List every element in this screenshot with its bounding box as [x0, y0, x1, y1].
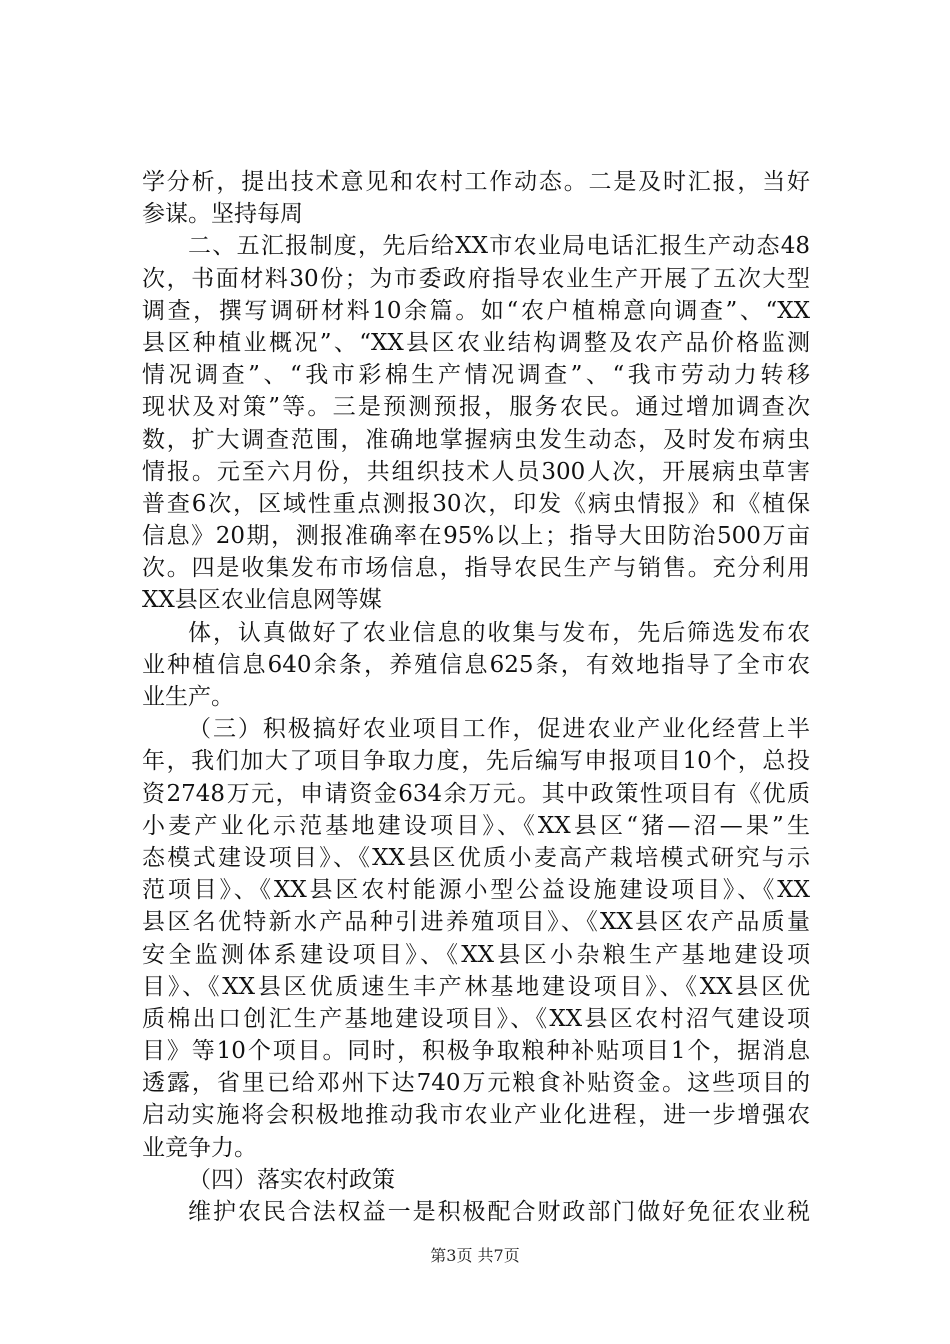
text-line: 启动实施将会积极地推动我市农业产业化进程，进一步增强农: [142, 1102, 810, 1129]
text-line: XX县区农业信息网等媒: [142, 587, 382, 614]
text-line: （四）落实农村政策: [188, 1166, 395, 1193]
text-line: 情况调查”、“我市彩棉生产情况调查”、“我市劳动力转移: [142, 362, 810, 389]
page-footer: 第3页 共7页: [430, 1246, 520, 1265]
text-line: 二、五汇报制度，先后给XX市农业局电话汇报生产动态48: [188, 233, 810, 260]
text-line: 县区名优特新水产品种引进养殖项目》、《XX县区农产品质量: [142, 909, 810, 936]
text-line: 调查，撰写调研材料10余篇。如“农户植棉意向调查”、“XX: [142, 297, 810, 324]
text-line: 业竞争力。: [142, 1134, 257, 1161]
text-line: 小麦产业化示范基地建设项目》、《XX县区“猪—沼—果”生: [142, 812, 810, 839]
text-line: 态模式建设项目》、《XX县区优质小麦高产栽培模式研究与示: [142, 844, 810, 871]
text-line: 学分析，提出技术意见和农村工作动态。二是及时汇报，当好: [142, 169, 810, 195]
text-line: 业种植信息640余条，养殖信息625条，有效地指导了全市农: [142, 651, 810, 678]
text-line: 次，书面材料30份；为市委政府指导农业生产开展了五次大型: [142, 265, 810, 292]
text-line: 体，认真做好了农业信息的收集与发布，先后筛选发布农: [188, 619, 810, 646]
text-line: 普查6次，区域性重点测报30次，印发《病虫情报》和《植保: [142, 490, 810, 517]
text-line: 透露，省里已给邓州下达740万元粮食补贴资金。这些项目的: [142, 1070, 810, 1097]
text-line: 数，扩大调查范围，准确地掌握病虫发生动态，及时发布病虫: [142, 426, 810, 453]
text-line: 安全监测体系建设项目》、《XX县区小杂粮生产基地建设项: [142, 941, 810, 968]
text-line: 业生产。: [142, 684, 234, 710]
text-line: 现状及对策”等。三是预测预报，服务农民。通过增加调查次: [142, 394, 810, 421]
text-line: 目》等10个项目。同时，积极争取粮种补贴项目1个，据消息: [142, 1038, 810, 1065]
text-line: 情报。元至六月份，共组织技术人员300人次，开展病虫草害: [142, 458, 810, 485]
text-line: （三）积极搞好农业项目工作，促进农业产业化经营上半: [188, 716, 810, 743]
text-line: 范项目》、《XX县区农村能源小型公益设施建设项目》、《XX: [142, 877, 810, 904]
text-line: 维护农民合法权益一是积极配合财政部门做好免征农业税: [188, 1199, 810, 1225]
text-line: 信息》20期，测报准确率在95%以上；指导大田防治500万亩: [142, 523, 810, 550]
text-line: 资2748万元，申请资金634余万元。其中政策性项目有《优质: [142, 780, 810, 807]
body-text: [142, 166, 810, 1228]
text-line: 次。四是收集发布市场信息，指导农民生产与销售。充分利用: [142, 555, 810, 582]
text-line: 县区种植业概况”、“XX县区农业结构调整及农产品价格监测: [142, 329, 810, 356]
text-line: 年，我们加大了项目争取力度，先后编写申报项目10个，总投: [142, 748, 810, 775]
text-line: 质棉出口创汇生产基地建设项目》、《XX县区农村沼气建设项: [142, 1005, 810, 1032]
text-line: 目》、《XX县区优质速生丰产林基地建设项目》、《XX县区优: [142, 973, 810, 1000]
text-line: 参谋。坚持每周: [142, 201, 303, 228]
